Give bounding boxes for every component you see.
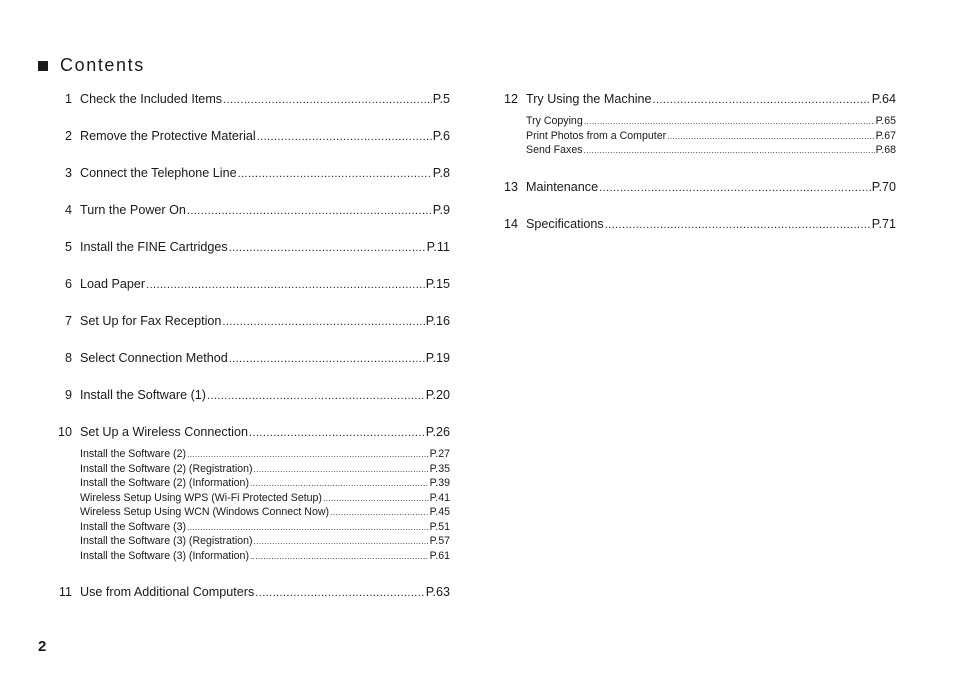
dot-leader — [238, 167, 432, 182]
toc-subentry-title: Print Photos from a Computer — [526, 129, 667, 142]
toc-entry-block — [50, 129, 450, 144]
dot-leader — [250, 476, 429, 491]
toc-entry-title: Turn the Power On — [80, 203, 186, 217]
toc-entry-number: 8 — [64, 351, 72, 365]
toc-entry-title: Install the FINE Cartridges — [80, 240, 228, 254]
toc-entry-page: P.70 — [871, 179, 896, 194]
toc-entry-block — [50, 166, 450, 181]
toc-subentry[interactable] — [80, 505, 450, 520]
toc-subentry-title: Try Copying — [526, 115, 583, 127]
toc-entry-page: P.71 — [871, 216, 896, 231]
toc-entry[interactable] — [50, 129, 450, 144]
dot-leader — [207, 389, 425, 404]
toc-entry-number: 11 — [58, 585, 72, 599]
toc-entry-title: Set Up for Fax Reception — [80, 314, 222, 328]
toc-entry-number: 9 — [64, 388, 72, 402]
toc-subentry-title: Send Faxes — [526, 144, 583, 156]
dot-leader — [249, 426, 425, 441]
toc-entry-number: 3 — [64, 166, 72, 180]
dot-leader — [146, 278, 425, 293]
dot-leader — [330, 505, 429, 520]
toc-entry-title: Use from Additional Computers — [80, 585, 255, 599]
toc-entry-title: Connect the Telephone Line — [80, 166, 237, 180]
toc-entry-block — [496, 217, 896, 232]
toc-entry-number: 6 — [64, 277, 72, 291]
toc-entry-title: Select Connection Method — [80, 351, 228, 365]
toc-entry[interactable] — [496, 180, 896, 195]
dot-leader — [222, 315, 424, 330]
toc-entry-block — [50, 240, 450, 255]
toc-entry-block — [50, 425, 450, 563]
toc-entry-block — [50, 314, 450, 329]
toc-subentry[interactable] — [80, 534, 450, 549]
toc-entry-number: 7 — [64, 314, 72, 328]
toc-entry-block — [50, 585, 450, 600]
toc-entry-block — [50, 388, 450, 403]
toc-subentry-page: P.68 — [875, 144, 896, 156]
toc-subentry-title: Install the Software (2) — [80, 448, 186, 460]
toc-entry[interactable] — [50, 166, 450, 181]
toc-subentry-page: P.41 — [429, 491, 450, 504]
toc-entry[interactable] — [50, 585, 450, 600]
toc-entry-number: 2 — [64, 129, 72, 143]
toc-entry-page: P.6 — [432, 129, 450, 143]
toc-subentry-page: P.61 — [429, 549, 450, 562]
toc-entry[interactable] — [50, 92, 450, 107]
toc-subentry-page: P.27 — [429, 448, 450, 460]
dot-leader — [605, 218, 871, 233]
dot-leader — [187, 447, 429, 462]
toc-subentry-page: P.57 — [429, 535, 450, 547]
toc-subentries — [526, 114, 896, 158]
toc-subentry-title: Install the Software (3) (Registration) — [80, 535, 253, 547]
dot-leader — [653, 93, 871, 108]
toc-subentry-title: Install the Software (3) — [80, 520, 186, 533]
dot-leader — [187, 204, 432, 219]
toc-subentry[interactable] — [526, 114, 896, 129]
toc-entry-title: Set Up a Wireless Connection — [80, 425, 248, 439]
toc-entry-page: P.20 — [425, 388, 450, 402]
toc-entry-title: Specifications — [526, 216, 604, 231]
toc-entry-title: Maintenance — [526, 179, 599, 194]
toc-subentry-title: Wireless Setup Using WPS (Wi-Fi Protected Setup) — [80, 491, 322, 504]
toc-subentry[interactable] — [526, 129, 896, 144]
toc-subentry[interactable] — [80, 447, 450, 462]
toc-entry-title: Try Using the Machine — [526, 92, 652, 106]
toc-entry-page: P.64 — [871, 92, 896, 106]
dot-leader — [223, 93, 432, 108]
toc-entry-page: P.63 — [425, 585, 450, 599]
toc-subentry-page: P.39 — [429, 477, 450, 489]
toc-entry[interactable] — [50, 388, 450, 403]
toc-entry-title: Remove the Protective Material — [80, 129, 256, 143]
toc-entry-number: 10 — [57, 425, 72, 439]
dot-leader — [323, 491, 429, 506]
toc-subentry[interactable] — [80, 476, 450, 491]
toc-entry-number: 1 — [64, 92, 72, 106]
toc-subentry-title: Install the Software (2) (Registration) — [80, 462, 253, 475]
toc-subentry[interactable] — [526, 143, 896, 158]
toc-entry-title: Load Paper — [80, 277, 146, 291]
toc-entry-page: P.9 — [432, 203, 450, 217]
toc-subentry-page: P.67 — [875, 129, 896, 142]
dot-leader — [229, 352, 425, 367]
dot-leader — [584, 114, 875, 129]
toc-entry-page: P.26 — [425, 425, 450, 439]
dot-leader — [599, 181, 871, 196]
dot-leader — [250, 549, 429, 564]
dot-leader — [257, 130, 432, 145]
dot-leader — [667, 129, 874, 144]
toc-entry-number: 5 — [64, 240, 72, 254]
toc-subentry-page: P.35 — [429, 462, 450, 475]
page-number: 2 — [38, 638, 47, 655]
toc-subentry[interactable] — [80, 491, 450, 506]
toc-entry-block — [50, 277, 450, 292]
toc-entry-number: 14 — [503, 216, 518, 231]
toc-entry-block — [50, 92, 450, 107]
toc-entry-number: 13 — [503, 179, 518, 194]
toc-subentry[interactable] — [80, 462, 450, 477]
toc-subentry-page: P.51 — [429, 520, 450, 533]
contents-heading — [38, 55, 145, 76]
page-title: Contents — [60, 55, 145, 75]
toc-entry[interactable] — [50, 351, 450, 366]
toc-subentry-title: Install the Software (3) (Information) — [80, 549, 249, 562]
toc-entry-number: 12 — [503, 92, 518, 106]
toc-subentry-page: P.45 — [429, 506, 450, 518]
dot-leader — [254, 462, 429, 477]
toc-entry[interactable] — [50, 425, 450, 440]
dot-leader — [254, 534, 429, 549]
toc-entry-block — [50, 203, 450, 218]
toc-entry[interactable] — [50, 203, 450, 218]
toc-entry-page: P.8 — [432, 166, 450, 180]
toc-entry-title: Check the Included Items — [80, 92, 223, 106]
toc-entry-title: Install the Software (1) — [80, 388, 206, 402]
dot-leader — [187, 520, 429, 535]
toc-entry-block — [50, 351, 450, 366]
toc-entry-page: P.15 — [425, 277, 450, 291]
toc-subentry[interactable] — [80, 520, 450, 535]
toc-entry[interactable] — [496, 217, 896, 232]
toc-left-column — [50, 92, 450, 600]
toc-entry[interactable] — [50, 240, 450, 255]
toc-entry[interactable] — [50, 277, 450, 292]
toc-entry[interactable] — [496, 92, 896, 107]
toc-subentries — [80, 447, 450, 563]
toc-entry[interactable] — [50, 314, 450, 329]
toc-entry-page: P.11 — [426, 240, 450, 254]
toc-entry-block — [496, 92, 896, 158]
toc-subentry[interactable] — [80, 549, 450, 564]
toc-right-column — [496, 92, 896, 232]
toc-entry-page: P.5 — [432, 92, 450, 106]
dot-leader — [584, 143, 875, 158]
toc-entry-page: P.16 — [425, 314, 450, 328]
square-bullet-icon — [38, 61, 48, 71]
toc-subentry-title: Wireless Setup Using WCN (Windows Connect Now) — [80, 506, 330, 518]
dot-leader — [229, 241, 426, 256]
toc-entry-page: P.19 — [425, 351, 450, 365]
toc-entry-block — [496, 180, 896, 195]
toc-subentry-page: P.65 — [875, 115, 896, 127]
dot-leader — [255, 586, 424, 601]
toc-subentry-title: Install the Software (2) (Information) — [80, 477, 249, 489]
toc-entry-number: 4 — [64, 203, 72, 217]
